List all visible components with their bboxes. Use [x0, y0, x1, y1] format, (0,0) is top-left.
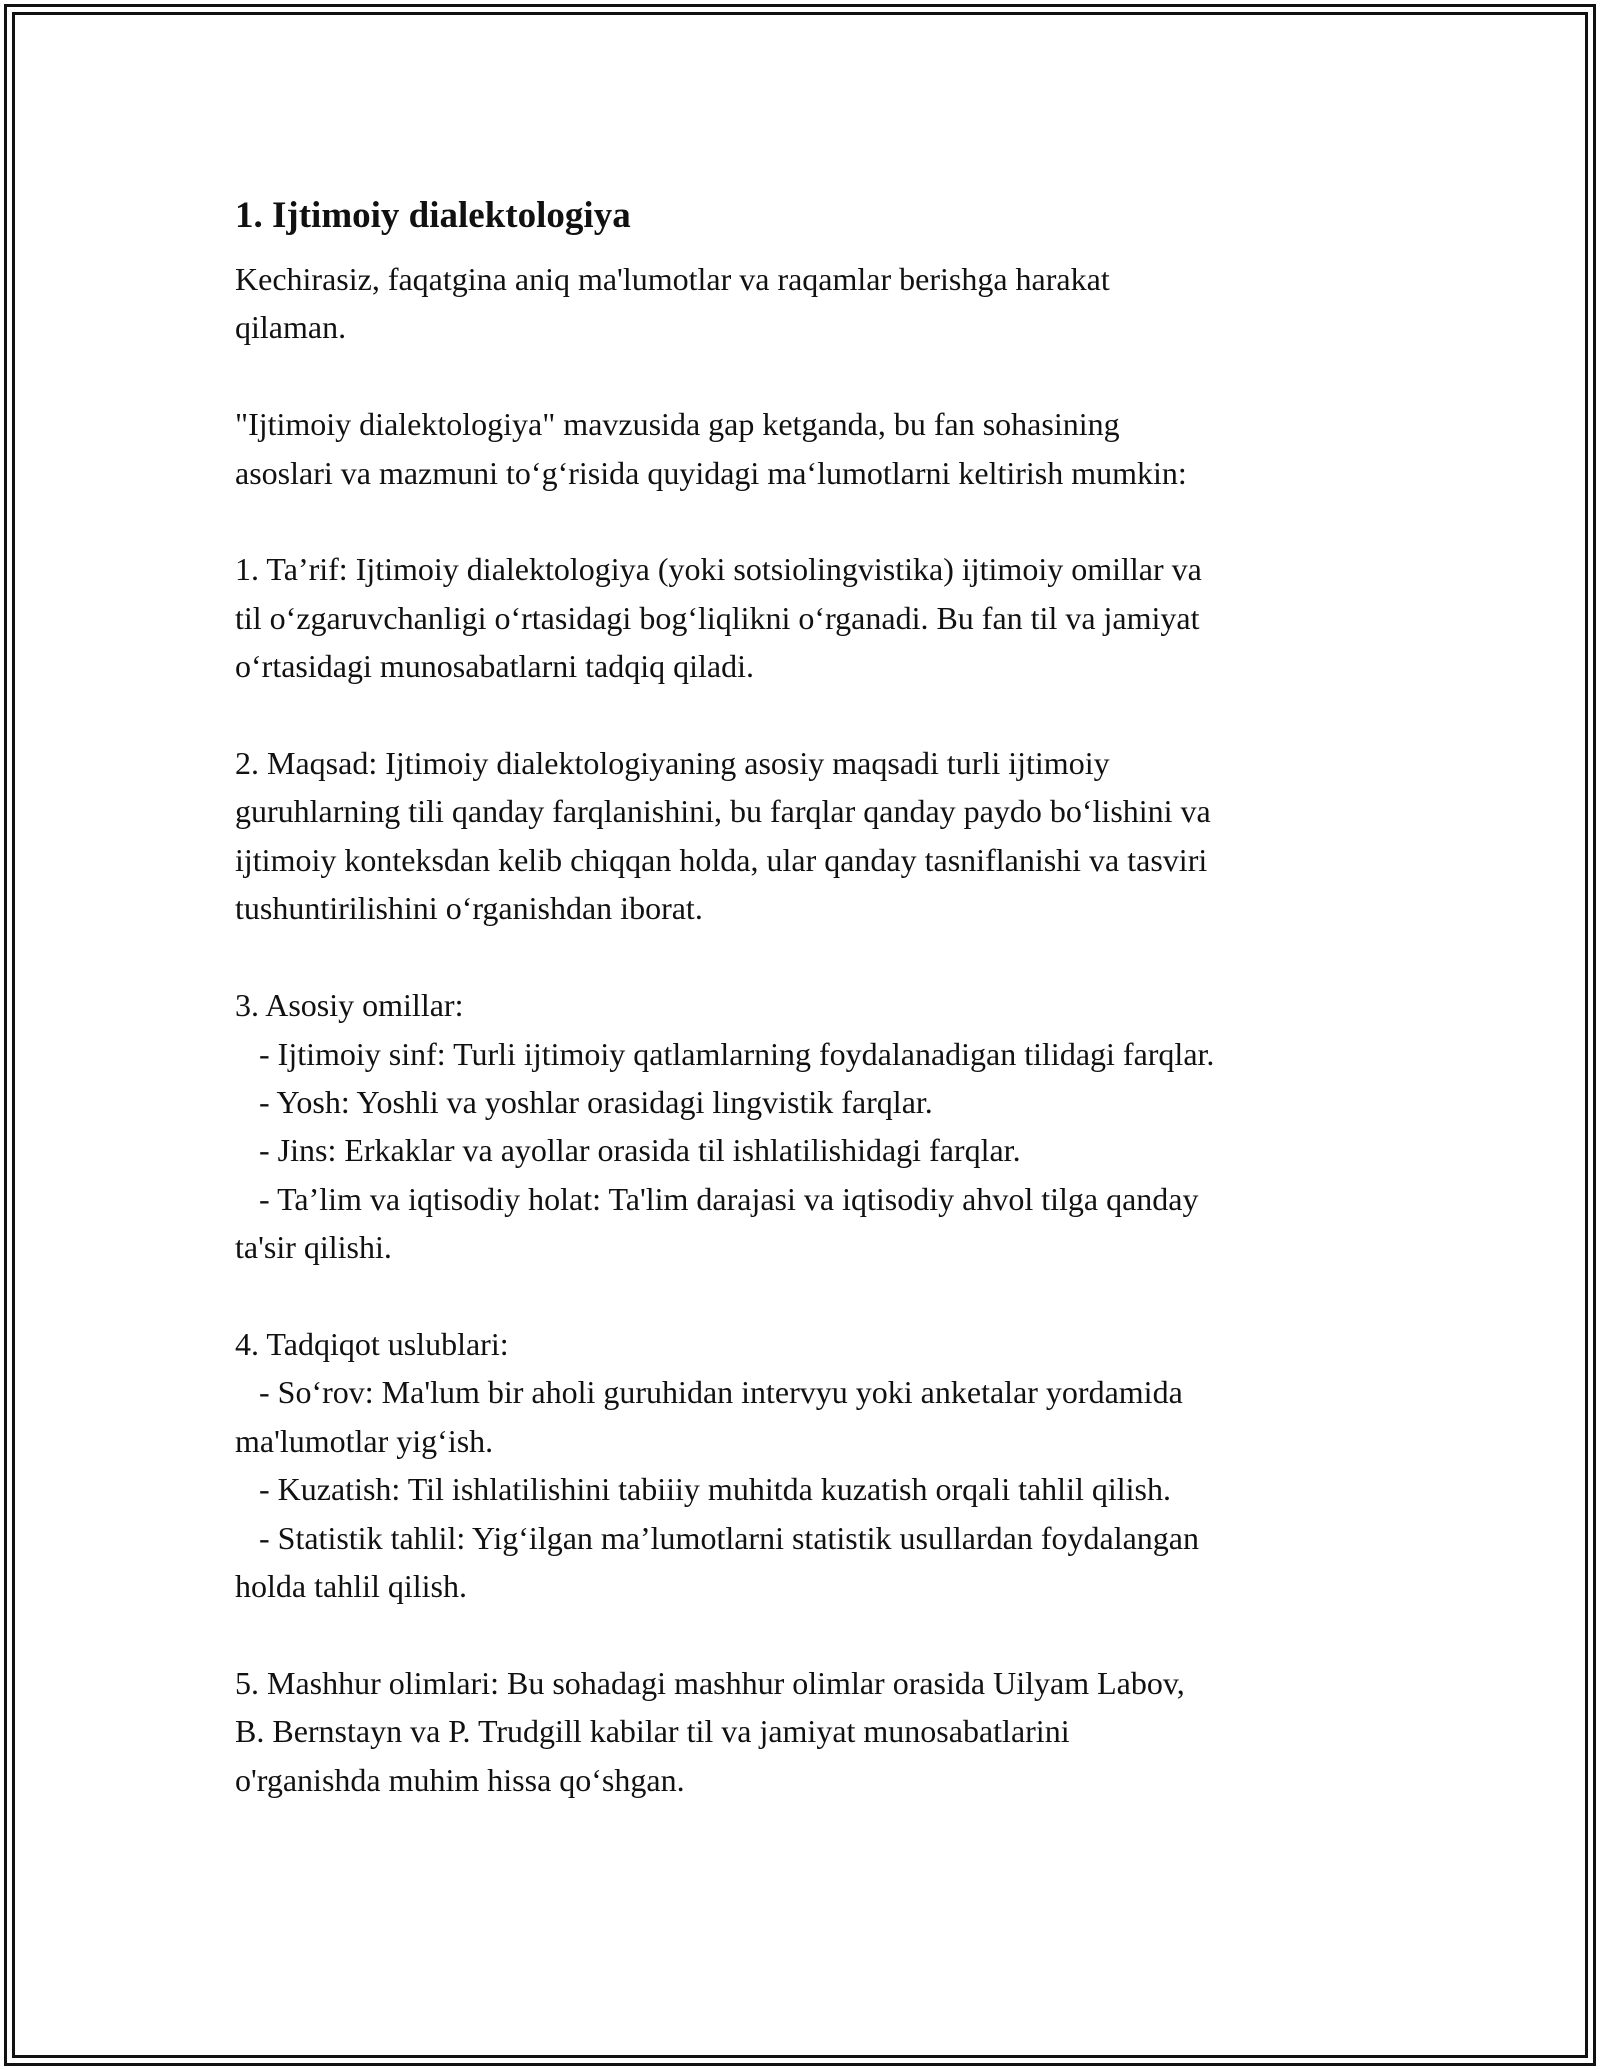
definition-line: o‘rtasidagi munosabatlarni tadqiq qiladi. — [235, 648, 754, 685]
factor-item: - Yosh: Yoshli va yoshlar orasidagi lingvistik farqlar. — [235, 1083, 933, 1120]
methods-heading: 4. Tadqiqot uslublari: — [235, 1325, 509, 1362]
definition-line: 1. Ta’rif: Ijtimoiy dialektologiya (yoki sotsiolingvistika) ijtimoiy omillar va — [235, 551, 1202, 588]
factor-item: - Ijtimoiy sinf: Turli ijtimoiy qatlamlarning foydalanadigan tilidagi farqlar. — [235, 1035, 1215, 1072]
factor-item: - Jins: Erkaklar va ayollar orasida til ishlatilishidagi farqlar. — [235, 1132, 1021, 1169]
factor-item: ta'sir qilishi. — [235, 1229, 392, 1266]
text-line: "Ijtimoiy dialektologiya" mavzusida gap ketganda, bu fan sohasining — [235, 406, 1120, 443]
blank-line — [235, 1272, 1385, 1320]
text-line: qilaman. — [235, 309, 347, 346]
blank-line — [235, 1610, 1385, 1658]
goal-line: ijtimoiy konteksdan kelib chiqqan holda, ular qanday tasniflanishi va tasviri — [235, 841, 1208, 878]
factors-heading: 3. Asosiy omillar: — [235, 987, 464, 1024]
blank-line — [235, 933, 1385, 981]
method-item: - So‘rov: Ma'lum bir aholi guruhidan intervyu yoki anketalar yordamida — [235, 1374, 1183, 1411]
method-item: - Statistik tahlil: Yig‘ilgan ma’lumotlarni statistik usullardan foydalangan — [235, 1519, 1199, 1556]
blank-line — [235, 352, 1385, 400]
text-line: Kechirasiz, faqatgina aniq ma'lumotlar va raqamlar berishga harakat — [235, 261, 1110, 297]
goal-line: 2. Maqsad: Ijtimoiy dialektologiyaning asosiy maqsadi turli ijtimoiy — [235, 745, 1110, 782]
method-item: ma'lumotlar yig‘ish. — [235, 1422, 494, 1459]
definition-line: til o‘zgaruvchanligi o‘rtasidagi bog‘liqlikni o‘rganadi. Bu fan til va jamiyat — [235, 599, 1200, 636]
blank-line — [235, 691, 1385, 739]
scholars-line: 5. Mashhur olimlari: Bu sohadagi mashhur olimlar orasida Uilyam Labov, — [235, 1664, 1185, 1701]
goal-line: guruhlarning tili qanday farqlanishini, bu farqlar qanday paydo bo‘lishini va — [235, 793, 1211, 830]
document-title: 1. Ijtimoiy dialektologiya — [235, 195, 631, 236]
blank-line — [235, 497, 1385, 545]
factor-item: - Ta’lim va iqtisodiy holat: Ta'lim darajasi va iqtisodiy ahvol tilga qanday — [235, 1180, 1199, 1217]
method-item: - Kuzatish: Til ishlatilishini tabiiiy muhitda kuzatish orqali tahlil qilish. — [235, 1471, 1171, 1508]
document-body — [235, 188, 1385, 1804]
method-item: holda tahlil qilish. — [235, 1567, 467, 1604]
scholars-line: B. Bernstayn va P. Trudgill kabilar til va jamiyat munosabatlarini — [235, 1713, 1070, 1750]
goal-line: tushuntirilishini o‘rganishdan iborat. — [235, 890, 703, 927]
scholars-line: o'rganishda muhim hissa qo‘shgan. — [235, 1761, 685, 1798]
text-line: asoslari va mazmuni to‘g‘risida quyidagi ma‘lumotlarni keltirish mumkin: — [235, 454, 1187, 491]
